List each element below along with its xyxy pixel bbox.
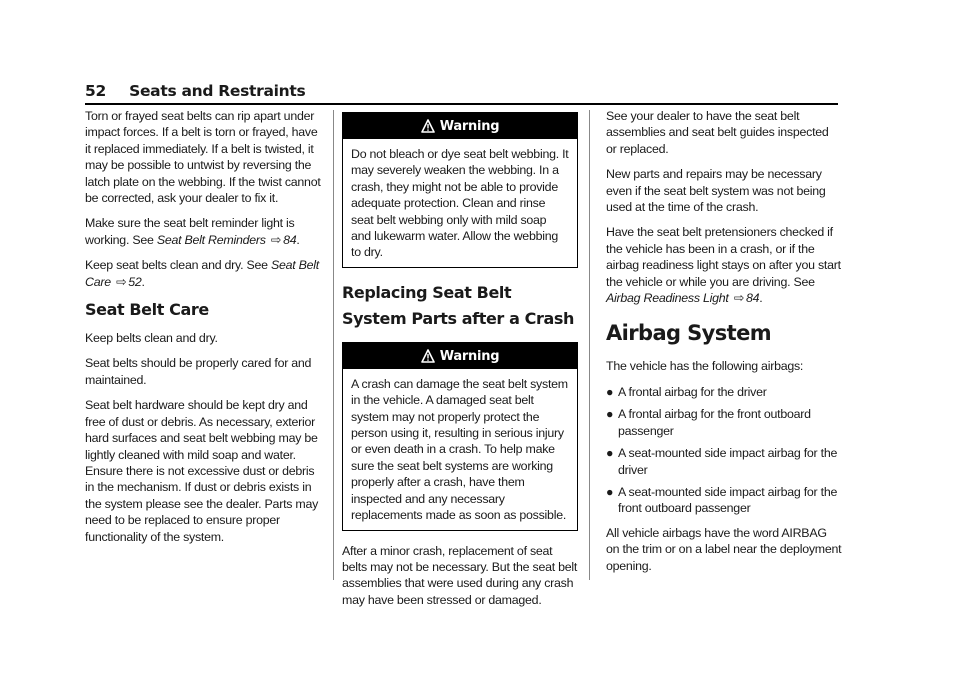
warning-body: A crash can damage the seat belt system in the vehicle. A damaged seat belt system may not properly protect the person using it, resulting in serious injury or even death in a crash. To help make sure the seat belt systems are working properly after a crash, have them inspected and any necessary replacements made as soon as possible. — [351, 376, 568, 523]
page-reference-arrow-icon: ⇨ — [270, 232, 282, 247]
paragraph-hardware: Seat belt hardware should be kept dry and free of dust or debris. As necessary, exterior hard surfaces and seat belt webbing may be lightly cleaned with mild soap and water. Ensure there is not excessive dust or debris in the mechanism. If dust or debris exists in the system please see the dealer. Parts may need to be replaced to ensure proper functionality of the system. — [85, 398, 319, 544]
page-number: 52 — [85, 82, 106, 100]
bullet-dot-icon: ● — [606, 384, 614, 399]
paragraph-keep-clean: Keep belts clean and dry. — [85, 331, 218, 346]
link-seat-belt-care[interactable]: Seat Belt Care ⇨ 52 — [85, 258, 320, 289]
paragraph-airbag-intro: The vehicle has the following airbags: — [606, 359, 804, 374]
list-item: ● A seat-mounted side impact airbag for the front outboard passenger — [606, 484, 838, 516]
bullet-dot-icon: ● — [606, 446, 614, 461]
paragraph-maintained: Seat belts should be properly cared for and maintained. — [85, 356, 312, 387]
link-airbag-readiness-light[interactable]: Airbag Readiness Light ⇨ 84 — [606, 291, 760, 306]
paragraph-clean-dry: Keep seat belts clean and dry. See Seat Belt Care ⇨ 52. — [85, 258, 320, 289]
column-divider-2 — [589, 110, 590, 580]
column-2 — [342, 112, 578, 617]
page-reference-arrow-icon: ⇨ — [733, 291, 744, 306]
paragraph-torn-belts: Torn or frayed seat belts can rip apart under impact forces. If a belt is torn or frayed, have it replaced immediately. If a belt is twisted, it may be possible to untwist by reversing the latch plate on the webbing. If the twist cannot be corrected, ask your dealer to fix it. — [85, 109, 321, 206]
warning-box-crash — [342, 342, 578, 531]
warning-header: Warning — [343, 343, 577, 369]
warning-triangle-icon — [421, 349, 435, 363]
warning-body: Do not bleach or dye seat belt webbing. It may severely weaken the webbing. In a crash, they might not be able to provide adequate protection. Clean and rinse seat belt webbing only with mild soap and lukewarm water. Allow the webbing to dry. — [351, 147, 569, 260]
list-item: ● A seat-mounted side impact airbag for the driver — [606, 446, 838, 477]
paragraph-new-parts: New parts and repairs may be necessary even if the seat belt system was not being used at the time of the crash. — [606, 167, 826, 215]
paragraph-minor-crash: After a minor crash, replacement of seat belts may not be necessary. But the seat belt assemblies that were used during any crash may have been stressed or damaged. — [342, 543, 578, 607]
paragraph-see-dealer: See your dealer to have the seat belt assemblies and seat belt guides inspected or replaced. — [606, 109, 829, 156]
warning-header: Warning — [343, 113, 577, 139]
column-3 — [606, 108, 842, 583]
heading-replacing-parts: Replacing Seat Belt System Parts after a Crash — [342, 282, 574, 328]
warning-box-bleach — [342, 112, 578, 268]
page-reference-arrow-icon: ⇨ — [116, 274, 127, 289]
airbag-list — [606, 384, 842, 517]
paragraph-pretensioners: Have the seat belt pretensioners checked if the vehicle has been in a crash, or if the airbag readiness light stays on after you start the vehicle or while you are driving. See Airbag Readiness Light ⇨ 84. — [606, 225, 841, 306]
page-header — [85, 82, 837, 100]
column-divider-1 — [333, 110, 334, 580]
bullet-dot-icon: ● — [606, 484, 614, 499]
list-item: ● A frontal airbag for the front outboard passenger — [606, 407, 811, 438]
section-title: Seats and Restraints — [129, 82, 306, 100]
heading-airbag-system: Airbag System — [606, 321, 772, 346]
paragraph-airbag-label: All vehicle airbags have the word AIRBAG on the trim or on a label near the deployment opening. — [606, 525, 842, 573]
paragraph-reminder-light: Make sure the seat belt reminder light is working. See Seat Belt Reminders ⇨ 84. — [85, 216, 300, 247]
link-seat-belt-reminders[interactable]: Seat Belt Reminders ⇨ 84 — [156, 232, 297, 247]
heading-seat-belt-care: Seat Belt Care — [85, 300, 209, 320]
header-rule — [85, 103, 838, 105]
bullet-dot-icon: ● — [606, 407, 614, 422]
warning-triangle-icon — [421, 119, 435, 133]
column-1 — [85, 108, 321, 554]
list-item: ● A frontal airbag for the driver — [606, 384, 767, 399]
